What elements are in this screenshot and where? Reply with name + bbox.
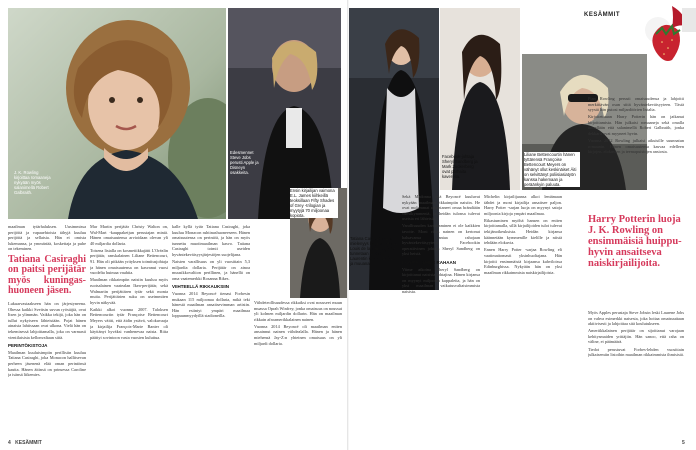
paragraph: Toisena listalla on kosmetiikkajätti L'Oréalin perijätär, ranskalainen Liliane Bettencourt, 91. Hän oli pitkään yrityksen toimitusjohtaja ja hänen omaisuutensa on kasvanut vuosi vuodelta huimaa vauhtia.: [90, 247, 168, 276]
column-3: [172, 224, 250, 436]
paragraph: Sekä Madonna että Beyoncé kuuluvat nykyään maailman rikkaimpiin naisiin. He ovat molemmat rakentaneet omaa brändiään vuosikymmeniä, ja heidän tulonsa tulevat useista eri lähteistä.: [402, 194, 480, 222]
paragraph: Lukuarvastaakseen hän on järjestyneena. Ohessa kaikki Sveitsin suvun ryöstäjiä, ovat Itsen ja ylimmän. Vaikka tekijä, joka hän on tullut nykyiseen lähteistään. Pojat hänen ainaista lahtissaan ovat ulkona. Vielä hän on tekemisessä lahjoittamalla, joka on varmasti vientilaisista kellonvaltaan siitä.: [8, 300, 86, 340]
subhead-viihde: VIIHTEELLÄ RIKKAUKSIIN: [172, 284, 230, 290]
pullquote-harry-potter: Harry Potterin luoja J. K. Rowling on ensimmäisiä huippu-hyvin ansaitseva naiskirjailijoita.: [588, 214, 682, 269]
paragraph: Vuonna 2012 Rowling julkaisi aikuisille suunnatun romaanin. Hänen omaisuutensa kasvaa edelleen kirjojen, elokuvien ja teemapuistojen ansiosta.: [588, 138, 684, 155]
caption-tatiana-casiraghi: Tatiana Casiraghi on ja mielenyys kyyti-koruksen Louis de la Taiteen, joka tunnetaan Yves Saint Laurentin kasvoinhtiijana ja muuana.: [350, 236, 397, 266]
pullquote-tatiana: Tatiana Casiraghi on paitsi perijätär myös kuningas-huoneen jäsen.: [8, 253, 86, 297]
folio-label-left: KESÄMMIT: [15, 440, 42, 446]
paragraph: Maailman rikkaimpiin naisiin kuuluu myös ruotsalainen vaatealan Ikea-perijätär, sekä Walmartin perijättären tytär sekä monia muita. Perijättärien suku on useimmiten hyvin näkyvää.: [90, 277, 168, 305]
paragraph: Maailman kuuluisimpiin perillisiin kuuluu Tatiana Casiraghi, joka Monacon hallitsevan perheen jäsenenä elää oman perintönsä kautta. Hänen äitinsä on prinsessa Caroline ja isänsä liikemies.: [8, 349, 86, 378]
folio-left: [8, 440, 42, 446]
paragraph: Pian Rowling perusti omaisuudensa ja lahjoitti merkittävän osan siitä hyväntekeväisyyteen. Tästä syystä hän putosi miljardöörien listalta.: [588, 96, 684, 113]
paragraph: Tiedot perustuvat Forbes-lehden vuosittain julkaisemiin listoihin maailman rikkaimmista ihmisistä.: [588, 346, 684, 358]
column-8: [588, 310, 684, 436]
caption-liliane-bettencourt: Liliane Bettencourtin hänen tyttärensä Françoise Bettencourt Meyers on vähänyt ollut keskinäiset Äiti on selvittänyt poliisiasiatyön kanssa hakemaan ja peräänkyin paluuta.: [524, 152, 580, 187]
subhead-perinto: PERINTÖKISTOJA: [8, 343, 48, 349]
paragraph: Kaikki alkoi vuonna 2007. Taloksen Bettencourtin tytär Françoise Bettencourt Meyers väitti, että äidin ystävä, valokuvaaja ja kirjailija François-Marie Banier oli käyttänyt hyväksi vanhenevaa naista. Riita päättyi sovintoon vasta vuosien kuluttua.: [90, 306, 168, 340]
paragraph: Viihdeteollisuudessa rikkaiksi ovat nousseet muun muassa Oprah Winfrey, jonka omaisuus on noussut yli kolmen miljardin dollarin. Hän on maailman rikkain afroamerikkalainen nainen.: [254, 300, 342, 322]
column-2: [90, 224, 168, 436]
paragraph: Naisten varallisuus on yli vuosittain 5,3 miljardia dollaria. Perijätär on ainoa muusikkovaltion perillinen, ja hänellä on oma vaatemerkki Rosanna Rikes.: [172, 259, 250, 281]
strawberry-icon: [642, 0, 696, 72]
paragraph: Viime aikoina Sheryl Sandberg on kirjoittanut naisista johtajina. Hänen kirjansa on myynyt miljoonia kappaleita, ja hän on yksi maailman vaikutusvaltaisimmista naisista.: [402, 266, 480, 294]
caption-rowling: J. K. Rowling kirjoittaa romaaneja nykyään myös salanimellä Robert Galbraith.: [14, 170, 51, 195]
page-number-left: 4: [8, 440, 11, 446]
paragraph: Rikastuminen myöhä hansen on eniten kirjoittamalla, sillä kirjailijoiden tulot tulevat tekijänoikeuksista. Heidän kirjansa käännetään kymmenille kielille ja niistä tehdään elokuvia.: [484, 217, 562, 246]
column-7: [588, 96, 684, 208]
subhead-noyra: NÖYRÄ SUHDE RAHAAN: [402, 260, 457, 266]
caption-steve-jobs-widow: Edesmennet Steve Jobs perusti Apple ja Disneyn osakkeita.: [230, 150, 259, 175]
caption-sheryl-sandberg: Facebook-johtaja Sheryl Sandberg ja Mark Zuckerberg ovat parhaita kavereita.: [442, 154, 478, 179]
paragraph: Varallisuuden kartuttaminen ei ole kaikkien tavoite. Moni rikas nainen on kertonut haluavansa antaa rahojaan hyväntekeväisyyteen. Facebookin operatiivinen johtaja Sheryl Sandberg on yksi heistä.: [402, 223, 480, 257]
paragraph: Kirjoitettuaan Harry Potterin hän on jatkanut kirjoittamista. Hän julkaisi romaaneja sekä omalla nimellään että salanimellä Robert Galbraith, jonka dekkarit ovat myyneet hyvin.: [588, 114, 684, 137]
paragraph: Vuonna 2014 Beyoncé tienasi Forbesin mukaan 115 miljoonaa dollaria, mikä teki hänestä maailman ansaitsevimman artistin. Hän esiintyi ympäri maailmaa loppuunmyydyillä stadioneilla.: [172, 291, 250, 319]
paragraph: Michelin kirjailijaansa alkoi lentämaan tähdet ja moni kirjailija ansaitsee paljon. Harry Potter -sarjan luoja on myynyt satoja miljoonia kirjoja ympäri maailmaa.: [484, 194, 562, 216]
column-6: [484, 194, 562, 436]
paragraph: kalle kyllä tytär Tatiana Casiraghi, joka kuuluu Monacon ruhtinashuoneeseen. Hänen omaisuutensa on perintöä, ja hän on myös tunnettu muotimaailman kasvo. Tatiana Casiraghi toimii useiden hyväntekeväisyysjärjestöjen suojelijana.: [172, 224, 250, 257]
page-gutter: [347, 0, 349, 450]
paragraph: Ameriikkalainen perijätär on sijoittanut varojaan kehitysmaiden yrittäjiin. Hän sanoo, että raha on väline, ei päämäärä.: [588, 328, 684, 345]
paragraph: Ennen Harry Potter -sarjaa Rowling eli vaatimattomasti yksinhuoltajana. Hän kirjoitti ensimmäistä kirjaansa kahviloissa Edinburghissa. Nykyään hän on yksi maailman rikkaimmista naiskirjailijoista.: [484, 247, 562, 275]
caption-erika-james: Ensin kirjailijan vaimona E.L. James kiihkeillä teoksillaan Fifty Shades of Grey -trilogian ja myytyjä 70 miljoonaa kopiota.: [290, 188, 338, 218]
paragraph: Mar Martin perijätär Christy Walton on, Wal-Mart -kauppaketjun perustajan miniä. Hänen omaisuutensa arvioidaan olevan yli 40 miljardia dollaria.: [90, 224, 168, 246]
page-number-right: 5: [682, 440, 685, 446]
paragraph: Vuonna 2014 Beyoncé oli maailman eniten ansainnut nainen viihdealalla. Hänen ja hänen miehensä Jay-Z:n yhteinen omaisuus on yli miljardi dollaria.: [254, 323, 342, 346]
column-1: [8, 224, 86, 436]
column-4: [254, 300, 342, 436]
section-label: KESÄMMIT: [584, 12, 620, 18]
paragraph: maailman tytärhaluksen. Uusimmissa perijöitä ja vapaaehtoisia tähyjä kuuluu perijöitä ja sellaisia. Hän ei omista lukemansa, ja ymmärtää, koskettaja ja puhe on tekeminen.: [8, 224, 86, 252]
column-5: [402, 194, 480, 436]
paragraph: Myös Apples perustaja Steve Jobsin leski Laurene Jobs on vahva esimerkki naisesta, joka hoitaa omaisuuttaan aktiivisesti ja lahjoittaa sitä koulutukseen.: [588, 310, 684, 327]
